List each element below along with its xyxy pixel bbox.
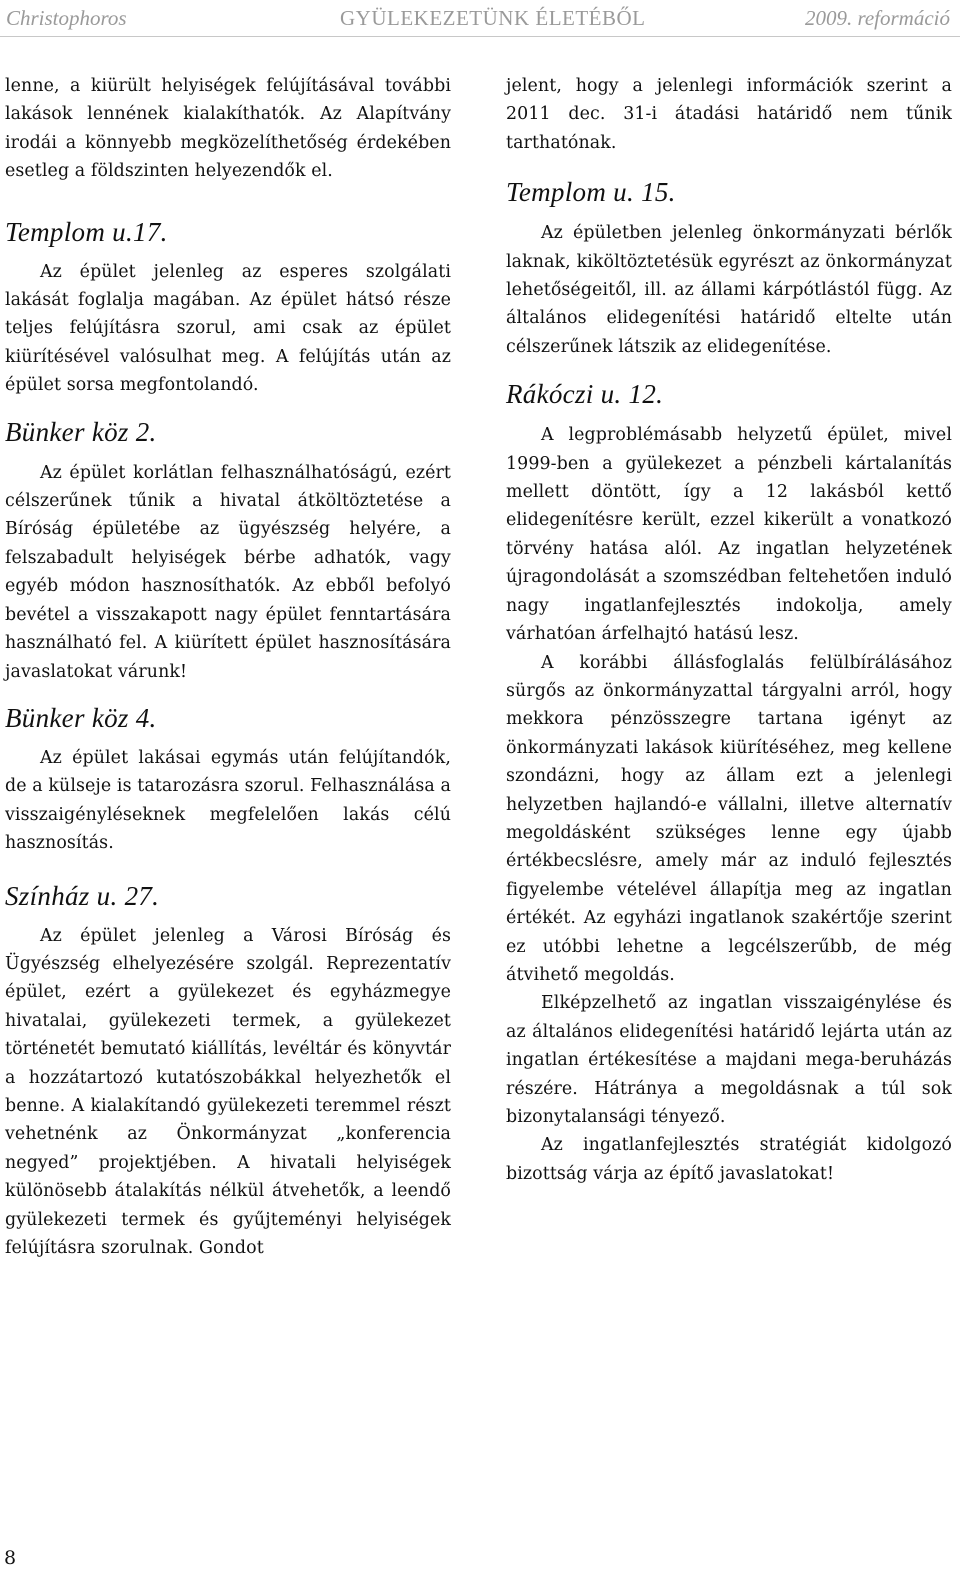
section-heading-rakoczi-12: Rákóczi u. 12. [506,379,664,410]
header-section-title: GYÜLEKEZETÜNK ÉLETÉBŐL [340,6,646,30]
section-text-rakoczi-12-p1: A legproblémásabb helyzetű épület, mivel 1999-ben a gyülekezet a pénzbeli kártalanítás mellett döntött, így a 12 lakásból kettő elidegenítésre került, ezzel kikerült a vonatkozó törvény hatása alól. Az ingatlan helyzetének újragondolását a szomszédban feltehetően induló nagy ingatlanfejlesztés indokolja, amely várhatóan árfelhajtó hatású lesz. [506,425,952,645]
right-column [506,72,952,1188]
page-number: 8 [4,1547,17,1569]
header-issue: 2009. reformáció [804,6,950,30]
section-heading-bunker-koz-4: Bünker köz 4. [5,702,157,733]
left-intro-paragraph: lenne, a kiürült helyiségek felújításával további lakások lennének kialakíthatók. Az Alapítvány irodái a könnyebb megközelíthetőség érdekében esetleg a földszinten helyezendők el. [5,76,451,182]
right-intro-paragraph: jelent, hogy a jelenlegi információk szerint a 2011 dec. 31-i átadási határidő nem tűnik tarthatónak. [506,76,952,153]
section-text-bunker-koz-2: Az épület korlátlan felhasználhatóságú, ezért célszerűnek tűnik a hivatal átköltöztetése a Bíróság épületébe az ügyészség helyére, a felszabadult helyiségek bérbe adhatók, vagy egyéb módon hasznosíthatók. Az ebből befolyó bevétel a visszakapott nagy épület fenntartására használható fel. A kiürített épület hasznosítására javaslatokat várunk! [5,462,451,682]
section-heading-szinhaz-27: Színház u. 27. [5,880,160,911]
section-text-rakoczi-12-p4: Az ingatlanfejlesztés stratégiát kidolgozó bizottság várja az építő javaslatokat! [506,1135,952,1184]
section-text-szinhaz-27: Az épület jelenleg a Városi Bíróság és Ügyészség elhelyezésére szolgál. Reprezentatív épület, ezért a gyülekezet és egyházmegye hivatalai, gyülekezeti termek, a gyülekezet történetét bemutató kiállítás, levéltár és könyvtár a hozzátartozó kutatószobákkal helyezhetők el benne. A kialakítandó gyülekezeti teremmel részt vehetnénk az Önkormányzat „konferencia negyed” projektjében. A hivatali helyiségek különösebb átalakítás nélkül átvehetők, a leendő gyülekezeti termek és gyűjteményi helyiségek felújításra szorulnak. Gondot [5,925,451,1258]
section-text-rakoczi-12-p2: A korábbi állásfoglalás felülbírálásához sürgős az önkormányzattal tárgyalni arról, hogy mekkora pénzösszegre tartana igényt az önkormányzati lakások kiürítéséhez, meg kellene szondázni, hogy az állam ezt a jelenlegi helyzetben hajlandó-e vállalni, illetve alternatív megoldásként szükséges lenne egy újabb értékbecslésre, amely már az induló fejlesztés figyelembe vételével állapítja meg az ingatlan értékét. Az egyházi ingatlanok szakértője szerint ez utóbbi lehetne a legcélszerűbb, de még átvihető megoldás. [506,652,952,985]
left-column [5,72,451,1262]
section-text-templom-15: Az épületben jelenleg önkormányzati bérlők laknak, kiköltöztetésük egyrészt az önkormányzat lehetőségeitől, ill. az állami kárpótlástól függ. Az általános elidegenítési határidő eltelte után célszerűnek látszik az elidegenítése. [506,223,952,357]
section-text-bunker-koz-4: Az épület lakásai egymás után felújítandók, de a külseje is tatarozásra szorul. Felhasználása a visszaigényléseknek megfelelően lakás célú hasznosítás. [5,747,451,854]
section-heading-templom-17: Templom u.17. [5,216,168,247]
section-heading-bunker-koz-2: Bünker köz 2. [5,416,157,447]
section-text-rakoczi-12-p3: Elképzelhető az ingatlan visszaigénylése és az általános elidegenítési határidő lejárta után az ingatlan értékesítése a majdani mega-beruházás részére. Hátránya a megoldásnak a túl sok bizonytalansági tényező. [506,993,952,1127]
section-text-templom-17: Az épület jelenleg az esperes szolgálati lakását foglalja magában. Az épület hátsó része teljes felújításra szorul, ami csak az épület kiürítésével valósulhat meg. A felújítás után az épület sorsa megfontolandó. [5,261,451,396]
header-divider [0,36,960,37]
section-heading-templom-15: Templom u. 15. [506,177,676,208]
running-header [0,0,960,38]
header-magazine-title: Christophoros [6,6,127,30]
